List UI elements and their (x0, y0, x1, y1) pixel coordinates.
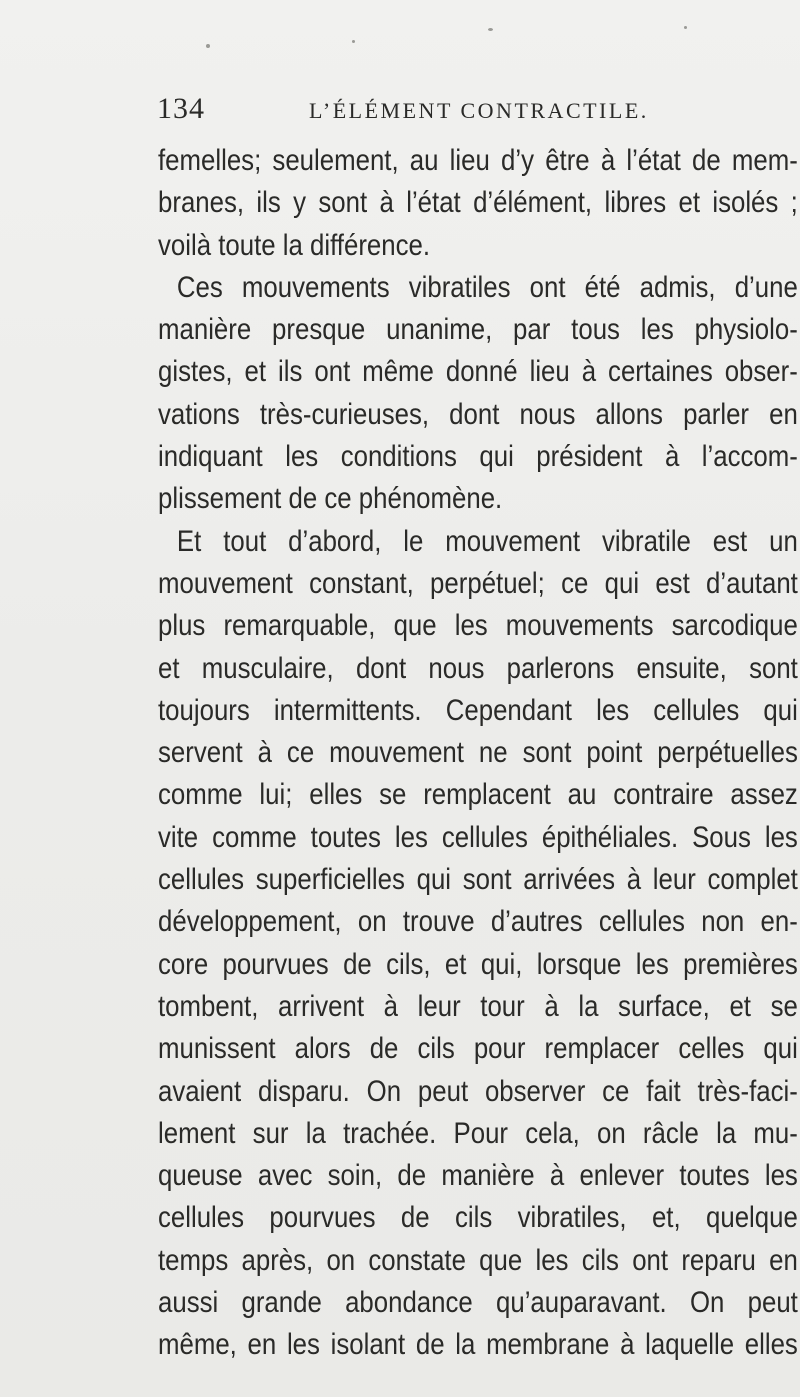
ink-speck (206, 44, 210, 48)
ink-speck (352, 40, 355, 43)
body-text (158, 140, 798, 1367)
page-header (157, 92, 797, 132)
ink-speck (488, 28, 493, 31)
text-line: même, en les isolant de la membrane à laquelle elles (158, 1328, 798, 1362)
text-line: indiquant les conditions qui président à l’accom- (158, 440, 798, 474)
text-line: temps après, on constate que les cils ont reparu en (158, 1243, 798, 1277)
text-line: munissent alors de cils pour remplacer celles qui (158, 1032, 798, 1066)
text-line: toujours intermittents. Cependant les cellules qui (158, 693, 798, 727)
text-line: tombent, arrivent à leur tour à la surface, et se (158, 989, 798, 1023)
text-line: cellules superficielles qui sont arrivées à leur complet (158, 863, 798, 897)
text-line: femelles; seulement, au lieu d’y être à l’état de mem- (158, 144, 798, 177)
text-line: comme lui; elles se remplacent au contraire assez (158, 778, 798, 812)
page-number: 134 (157, 92, 205, 125)
text-line: Ces mouvements vibratiles ont été admis, d’une (176, 270, 798, 304)
text-line: manière presque unanime, par tous les physiolo- (158, 313, 798, 347)
text-line: cellules pourvues de cils vibratiles, et, quelque (158, 1201, 798, 1235)
text-line: voilà toute la différence. (158, 228, 431, 262)
text-line: lement sur la trachée. Pour cela, on râcle la mu- (158, 1116, 798, 1150)
ink-speck (684, 26, 687, 29)
text-line: gistes, et ils ont même donné lieu à certaines obser- (158, 355, 798, 389)
text-line: vations très-curieuses, dont nous allons parler en (158, 397, 798, 431)
text-line: Et tout d’abord, le mouvement vibratile est un (176, 524, 798, 558)
text-line: plus remarquable, que les mouvements sarcodique (158, 609, 798, 643)
text-line: vite comme toutes les cellules épithéliales. Sous les (158, 820, 798, 854)
running-title: L’ÉLÉMENT CONTRACTILE. (309, 98, 649, 123)
text-line: développement, on trouve d’autres cellules non en- (158, 905, 798, 939)
text-line: plissement de ce phénomène. (158, 482, 503, 516)
text-line: et musculaire, dont nous parlerons ensuite, sont (158, 651, 798, 685)
text-line: aussi grande abondance qu’auparavant. On peut (158, 1286, 798, 1320)
text-line: servent à ce mouvement ne sont point perpétuelles (158, 736, 798, 770)
text-line: mouvement constant, perpétuel; ce qui est d’autant (158, 566, 798, 600)
text-line: core pourvues de cils, et qui, lorsque les premières (158, 947, 798, 981)
text-line: queuse avec soin, de manière à enlever toutes les (158, 1159, 798, 1193)
text-line: avaient disparu. On peut observer ce fait très-faci- (158, 1074, 798, 1108)
text-line: branes, ils y sont à l’état d’élément, libres et isolés ; (158, 186, 798, 220)
